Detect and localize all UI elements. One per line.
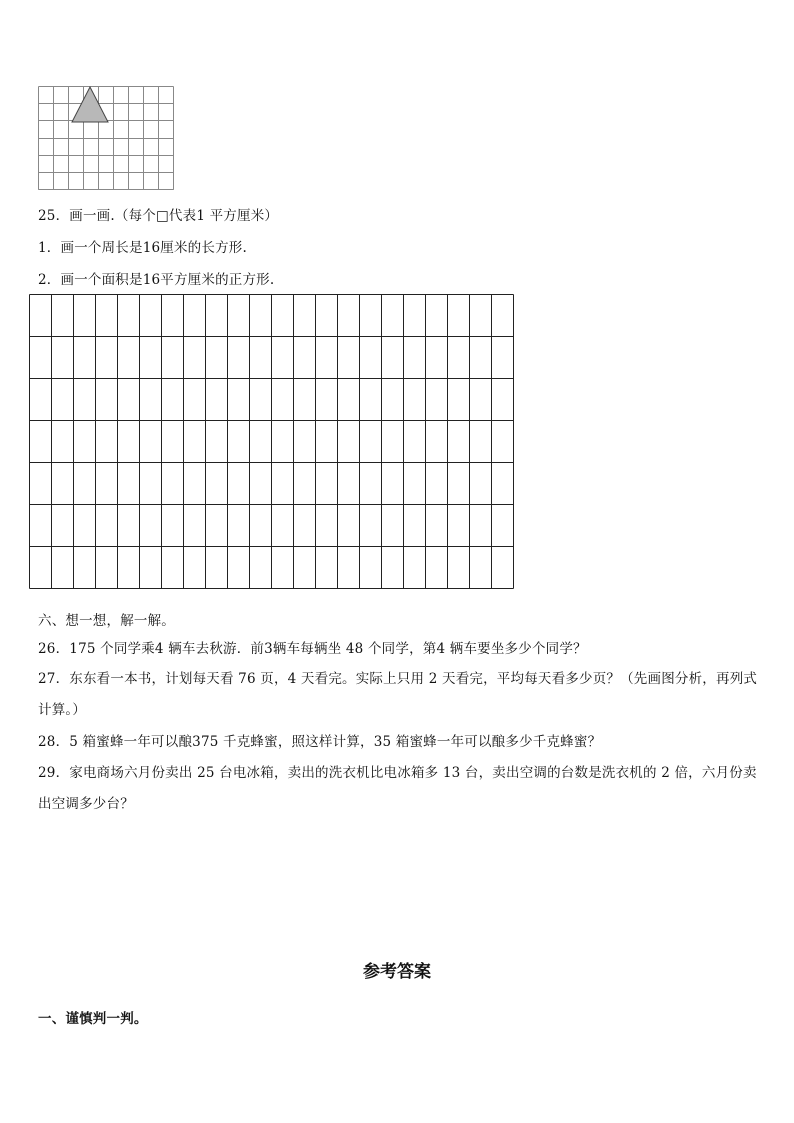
q25-item1: 1．画一个周长是16厘米的长方形. [38, 240, 247, 256]
question-27: 27．东东看一本书，计划每天看 76 页，4 天看完。实际上只用 2 天看完，平均每天看多少页？（先画图分析，再列式 [38, 671, 758, 687]
small-grid-with-triangle [38, 86, 176, 191]
drawing-grid [29, 294, 517, 591]
answers-title: 参考答案 [363, 962, 431, 982]
q25-item2: 2．画一个面积是16平方厘米的正方形. [38, 272, 275, 288]
question-29-continued: 出空调多少台？ [38, 796, 134, 812]
gray-triangle-shape [72, 87, 108, 122]
section6-heading: 六、想一想，解一解。 [38, 613, 175, 629]
question-27-continued: 计算。） [38, 702, 87, 718]
q25-title: 25．画一画.（每个□代表1 平方厘米） [38, 208, 279, 224]
answers-section1: 一、谨慎判一判。 [38, 1011, 148, 1027]
question-26: 26．175 个同学乘4 辆车去秋游．前3辆车每辆坐 48 个同学，第4 辆车要坐多少个同学？ [38, 641, 587, 657]
question-28: 28．5 箱蜜蜂一年可以酿375 千克蜂蜜，照这样计算，35 箱蜜蜂一年可以酿多少千克蜂蜜？ [38, 734, 602, 750]
question-29: 29．家电商场六月份卖出 25 台电冰箱，卖出的洗衣机比电冰箱多 13 台，卖出空调的台数是洗衣机的 2 倍，六月份卖 [38, 765, 757, 781]
